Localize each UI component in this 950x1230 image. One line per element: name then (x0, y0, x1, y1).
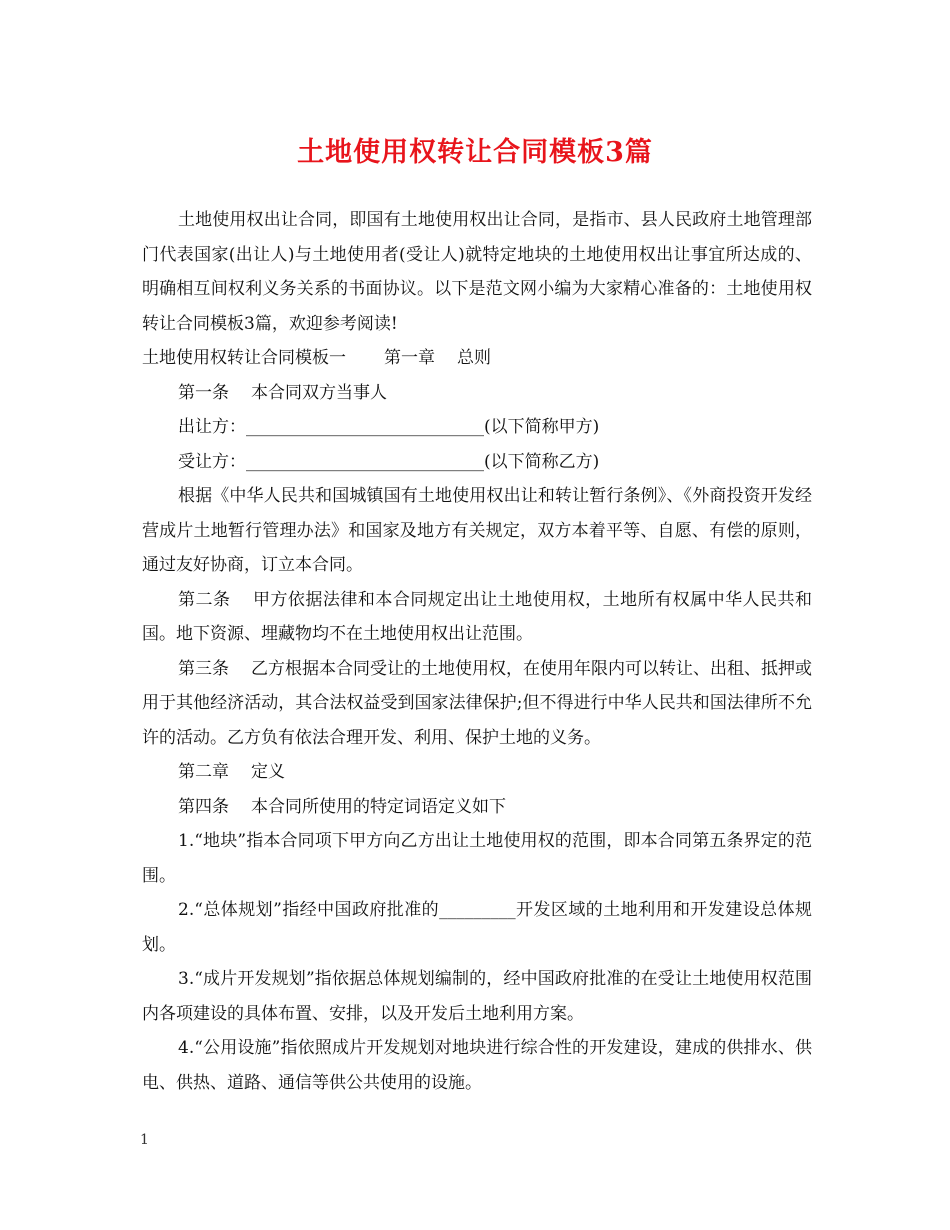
section-heading: 土地使用权转让合同模板一 (142, 348, 346, 368)
definition-1: 1.“地块”指本合同项下甲方向乙方出让土地使用权的范围，即本合同第五条界定的范围。 (142, 831, 812, 886)
article-4 (142, 790, 812, 825)
grantee-line (142, 445, 812, 480)
intro-paragraph: 土地使用权出让合同，即国有土地使用权出让合同，是指市、县人民政府土地管理部门代表国家(出让人)与土地使用者(受让人)就特定地块的土地使用权出让事宜所达成的、明确相互间权利义务关系的书面协议。以下是范文网小编为大家精心准备的：土地使用权转让合同模板3篇，欢迎参考阅读! (142, 210, 812, 334)
definition-3: 3.“成片开发规划”指依据总体规划编制的，经中国政府批准的在受让土地使用权范围内各项建设的具体布置、安排，以及开发后土地利用方案。 (142, 969, 812, 1024)
basis-paragraph: 根据《中华人民共和国城镇国有土地使用权出让和转让暂行条例》、《外商投资开发经营成片土地暂行管理办法》和国家及地方有关规定，双方本着平等、自愿、有偿的原则，通过友好协商，订立本合同。 (142, 486, 812, 575)
article-4-text: 本合同所使用的特定词语定义如下 (251, 796, 506, 817)
definition-2-end: 开发区域的土地利用和开发建设总体规划。 (142, 900, 813, 955)
article-2-label: 第二条 (178, 589, 231, 610)
article-2 (142, 583, 812, 652)
chapter-2-heading (142, 755, 812, 790)
article-1-text: 本合同双方当事人 (251, 382, 387, 403)
grantor-blank: ____________________________ (246, 417, 484, 437)
grantee-blank: ____________________________ (246, 451, 484, 472)
chapter-1-title: 总则 (457, 348, 491, 368)
article-3-text: 乙方根据本合同受让的土地使用权，在使用年限内可以转让、出租、抵押或用于其他经济活动，其合法权益受到国家法律保护;但不得进行中华人民共和国法律所不允许的活动。乙方负有依法合理开发、利用、保护土地的义务。 (142, 658, 812, 748)
definition-2-blank: _________ (439, 900, 516, 920)
article-2-text: 甲方依据法律和本合同规定出让土地使用权，土地所有权属中华人民共和国。地下资源、埋藏物均不在土地使用权出让范围。 (142, 589, 813, 644)
definition-2 (142, 893, 812, 962)
definition-4: 4.“公用设施”指依照成片开发规划对地块进行综合性的开发建设，建成的供排水、供电、供热、道路、通信等供公共使用的设施。 (142, 1038, 812, 1093)
grantor-line (142, 410, 812, 445)
article-3 (142, 652, 812, 756)
chapter-2-title: 定义 (251, 762, 285, 782)
grantee-label: 受让方： (178, 451, 246, 472)
grantee-suffix: (以下简称乙方) (484, 451, 600, 472)
chapter-2-label: 第二章 (178, 762, 229, 782)
article-4-label: 第四条 (178, 796, 229, 817)
page-number: 1 (140, 1132, 149, 1148)
document-body (142, 203, 812, 1100)
chapter-1-label: 第一章 (384, 348, 435, 368)
grantor-label: 出让方： (178, 417, 246, 437)
article-1-label: 第一条 (178, 382, 229, 403)
section-heading-line (142, 341, 812, 376)
document-title: 土地使用权转让合同模板3篇 (297, 137, 653, 168)
grantor-suffix: (以下简称甲方) (484, 417, 600, 437)
article-1 (142, 376, 812, 411)
article-3-label: 第三条 (178, 658, 229, 679)
definition-2-start: 2.“总体规划”指经中国政府批准的 (178, 900, 440, 920)
